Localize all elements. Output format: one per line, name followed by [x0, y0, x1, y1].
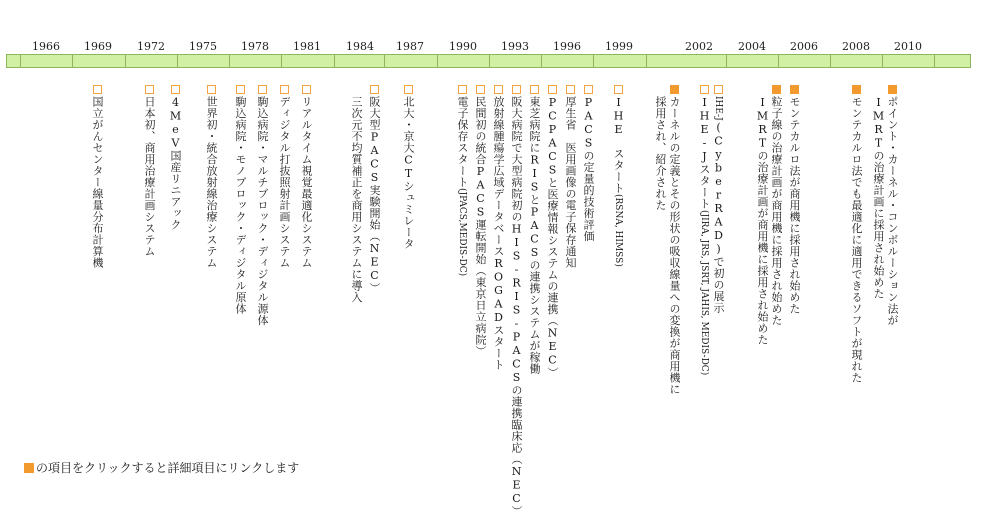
event-text: 4MeV国産リニアック [169, 96, 182, 231]
timeline-tick [541, 54, 542, 68]
year-label: 1972 [137, 40, 165, 53]
event-marker-icon [458, 85, 467, 94]
event-item [492, 84, 504, 371]
timeline-tick [646, 54, 647, 68]
event-marker-icon [171, 85, 180, 94]
year-label: 2004 [738, 40, 766, 53]
event-text: ディジタル打抜照射計画システム [278, 96, 291, 269]
year-label: 1984 [346, 40, 374, 53]
event-item [756, 84, 768, 346]
timeline-tick [934, 54, 935, 68]
event-marker-icon [476, 85, 485, 94]
event-item [546, 84, 558, 379]
linked-marker-icon [852, 85, 861, 94]
event-item [528, 84, 540, 375]
event-text: カーネルの定義とその形状の吸収線量への変換が商用機に [668, 96, 681, 395]
event-text: (JIRA, JRS, JSRT, JAHIS, MEDIS-DC) [699, 209, 709, 375]
event-item [474, 84, 486, 357]
event-item [402, 84, 414, 250]
year-label: 2010 [894, 40, 922, 53]
event-marker-icon [145, 85, 154, 94]
event-text: 電子保存スタート [456, 96, 469, 188]
year-label: 1987 [396, 40, 424, 53]
event-text: 国立がんセンター線量分布計算機 [91, 96, 104, 269]
event-text: 阪大型PACS実験開始（NEC） [368, 96, 381, 294]
event-text: 駒込病院・マルチブロック・ディジタル源体 [256, 96, 269, 326]
event-column [254, 84, 268, 326]
year-label: 2006 [790, 40, 818, 53]
timeline-tick [384, 54, 385, 68]
event-marker-icon [370, 85, 379, 94]
event-column [610, 84, 624, 267]
event-link[interactable] [668, 84, 680, 395]
event-text: モンテカルロ法でも最適化に適用できるソフトが現れた [850, 96, 863, 384]
year-label: 1966 [32, 40, 60, 53]
event-column [298, 84, 312, 269]
event-text: IMRTの治療計画に採用され始めた [872, 96, 885, 300]
timeline-tick [20, 54, 21, 68]
event-text: 世界初・統合放射線治療システム [205, 96, 218, 269]
timeline-tick [72, 54, 73, 68]
year-label: 1990 [449, 40, 477, 53]
event-marker-icon [714, 85, 723, 94]
event-column [786, 84, 800, 315]
event-column [696, 84, 724, 375]
timeline-tick [229, 54, 230, 68]
event-text: 日本初、商用治療計画システム [143, 96, 156, 257]
event-item [712, 84, 724, 313]
event-marker-icon [404, 85, 413, 94]
event-text: PACSの定量的技術評価 [582, 96, 595, 242]
timeline-tick [882, 54, 883, 68]
linked-marker-icon [670, 85, 679, 94]
event-item [698, 84, 710, 375]
event-text: 厚生省 医用画像の電子保存通知 [564, 96, 577, 269]
event-column [400, 84, 414, 250]
event-marker-icon [494, 85, 503, 94]
timeline-tick [177, 54, 178, 68]
linked-marker-icon [772, 85, 781, 94]
timeline-tick [281, 54, 282, 68]
timeline-tick [489, 54, 490, 68]
event-item [510, 84, 522, 517]
event-link[interactable] [788, 84, 800, 315]
event-item [350, 84, 362, 303]
event-text: モンテカルロ法が商用機に採用され始めた [788, 96, 801, 315]
event-link[interactable] [886, 84, 898, 326]
event-text: (CyberRAD)で初の展示 [712, 120, 725, 314]
event-column [870, 84, 898, 326]
legend-text: の項目をクリックすると詳細項目にリンクします [36, 461, 300, 475]
event-text: IMRTの治療計画が商用機に採用され始めた [756, 96, 769, 346]
event-column [848, 84, 862, 384]
event-column [544, 84, 558, 379]
event-link[interactable] [850, 84, 862, 384]
timeline-tick [778, 54, 779, 68]
event-text: 東芝病院にRISとPACSの連携システムが稼働 [528, 96, 541, 375]
event-marker-icon [302, 85, 311, 94]
timeline-tick [726, 54, 727, 68]
event-marker-icon [548, 85, 557, 94]
timeline-tick [334, 54, 335, 68]
event-text: 民間初の統合PACS運転開始（東京日立病院） [474, 96, 487, 357]
year-label: 1999 [605, 40, 633, 53]
event-item [143, 84, 155, 257]
event-item [582, 84, 594, 242]
year-label: 1993 [501, 40, 529, 53]
event-column [348, 84, 362, 303]
event-text: 採用され、紹介された [654, 96, 667, 211]
year-label: 2008 [842, 40, 870, 53]
event-text: IHE-Jスタート [698, 96, 711, 210]
year-label: 1996 [553, 40, 581, 53]
event-marker-icon [566, 85, 575, 94]
event-item [256, 84, 268, 326]
event-marker-icon [512, 85, 521, 94]
event-marker-icon [280, 85, 289, 94]
event-marker-icon [207, 85, 216, 94]
linked-marker-icon [888, 85, 897, 94]
event-text: 駒込病院・モノブロック・ディジタル原体 [234, 96, 247, 315]
year-label: 1969 [84, 40, 112, 53]
event-column [366, 84, 380, 294]
event-item [278, 84, 290, 269]
event-column [203, 84, 217, 269]
year-label: 2002 [685, 40, 713, 53]
timeline-tick [437, 54, 438, 68]
event-text: 阪大病院で大型病院初のHIS-RIS-PACSの連携臨床応（NEC） [510, 96, 523, 517]
event-column [232, 84, 246, 315]
event-column [472, 84, 486, 357]
event-column [526, 84, 540, 375]
event-item [564, 84, 576, 269]
event-marker-icon [530, 85, 539, 94]
event-text: 三次元不均質補正を商用システムに導入 [350, 96, 363, 303]
event-marker-icon [93, 85, 102, 94]
event-item [234, 84, 246, 315]
event-column [580, 84, 594, 242]
event-item [456, 84, 468, 276]
event-text: 粒子線の治療計画が商用機に採用され始めた [770, 96, 783, 326]
event-text: (RSNA, HIMSS) [613, 194, 623, 267]
event-column [490, 84, 504, 371]
event-text: リアルタイム視覚最適化システム [300, 96, 313, 269]
event-item [368, 84, 380, 294]
event-text: (JPACS,MEDIS-DC) [457, 188, 467, 277]
event-column [754, 84, 782, 346]
event-marker-icon [614, 85, 623, 94]
event-item [91, 84, 103, 269]
event-marker-icon [700, 85, 709, 94]
event-item [205, 84, 217, 269]
event-text: ポイント・カーネル・コンボルーション法が [886, 96, 899, 326]
event-item [300, 84, 312, 269]
event-column [276, 84, 290, 269]
event-column [89, 84, 103, 269]
timeline-tick [830, 54, 831, 68]
event-text: IHE-J [713, 96, 723, 121]
event-column [508, 84, 522, 517]
year-label: 1978 [241, 40, 269, 53]
timeline-tick [125, 54, 126, 68]
event-text: 北大・京大CTシュミレータ [402, 96, 415, 250]
linked-marker-icon [24, 463, 34, 473]
event-column [141, 84, 155, 257]
event-column [167, 84, 181, 231]
event-text: 放射線腫瘍学広域データベースROGADスタート [492, 96, 505, 371]
event-marker-icon [236, 85, 245, 94]
event-marker-icon [258, 85, 267, 94]
event-text: IHE スタート [612, 96, 625, 194]
event-column [562, 84, 576, 269]
event-item [872, 84, 884, 300]
event-item [654, 84, 666, 211]
event-marker-icon [584, 85, 593, 94]
year-label: 1975 [189, 40, 217, 53]
event-item [612, 84, 624, 267]
event-link[interactable] [770, 84, 782, 326]
event-item [169, 84, 181, 231]
event-column [454, 84, 468, 276]
event-column [652, 84, 680, 395]
linked-marker-icon [790, 85, 799, 94]
event-text: PCPACSと医療情報システムの連携（NEC） [546, 96, 559, 379]
year-label: 1981 [293, 40, 321, 53]
timeline-tick [593, 54, 594, 68]
legend [24, 459, 299, 476]
